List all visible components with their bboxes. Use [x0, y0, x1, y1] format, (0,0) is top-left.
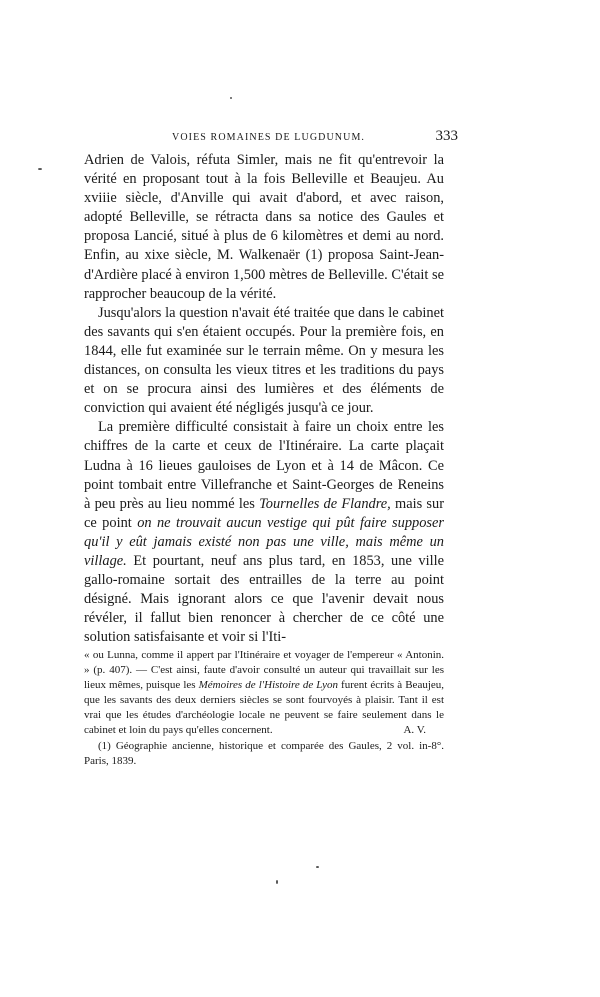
- paragraph-3-text-c: Et pourtant, neuf ans plus tard, en 1853, une ville gallo-romaine sortait des entrailles de la terre au point désigné. Mais ignorant alors ce que l'avenir devait nous révéler, il fallut bien renoncer à chercher de ce côté une solution satisfaisante et voir si l'Iti-: [84, 552, 444, 646]
- footnote-text-a: « ou Lunna, comme il appert par l'Itinéraire et voyager de l'empereur « Antonin. » (p. 407). — C'est ainsi, faute d'avoir consulté un auteur qui travaillait sur les lieux mêmes, puisque les: [84, 649, 444, 692]
- paragraph-1: Adrien de Valois, réfuta Simler, mais ne fit qu'entrevoir la vérité en proposant tout à la fois Belleville et Beaujeu. Au xviiie siècle, d'Anville qui avait d'abord, et avec raison, adopté Belleville, se rétracta dans sa notice des Gaules et proposa Lancié, situé à plus de 6 kilomètres et demi au nord. Enfin, au xixe siècle, M. Walkenaër (1) proposa Saint-Jean-d'Ardière placé à environ 1,500 mètres de Belleville. C'était se rapprocher beaucoup de la vérité.: [84, 152, 444, 302]
- paragraph-3-italic-place: Tournelles de Flandre,: [259, 495, 391, 512]
- running-title: VOIES ROMAINES DE LUGDUNUM.: [172, 132, 366, 143]
- paragraph-3-italic-quote: on ne trouvait aucun vestige qui pût faire supposer qu'il y eût jamais existé non pas une ville, mais même un village.: [84, 514, 444, 569]
- scan-speck: [38, 168, 42, 170]
- footnotes: [84, 648, 444, 769]
- footnote-italic-title: Mémoires de l'Histoire de Lyon: [198, 679, 338, 692]
- paragraph-3: [84, 418, 444, 647]
- scan-speck: [230, 97, 232, 99]
- footnote-signature: A. V.: [403, 724, 426, 737]
- footnote-text-b: furent écrits à Beaujeu, que les savants des deux derniers siècles se sont fourvoyés à plaisir. Tant il est vrai que les études d'archéologie locale ne peuvent se faire seulement dans le cabinet et loin du pays qu'elles concernent.: [84, 679, 445, 737]
- scan-speck: [316, 866, 319, 868]
- page-number: 333: [435, 128, 458, 144]
- main-text: [84, 151, 444, 647]
- paragraph-2: Jusqu'alors la question n'avait été traitée que dans le cabinet des savants qui s'en étaient occupés. Pour la première fois, en 1844, elle fut examinée sur le terrain même. On y mesura les distances, on consulta les vieux titres et les traditions du pays et on se procura ainsi des lumières et des éléments de conviction qui avaient été négligés jusqu'à ce jour.: [84, 304, 444, 417]
- scan-speck: [276, 880, 278, 884]
- paragraph-3-text-a: La première difficulté consistait à faire un choix entre les chiffres de la carte et ceux de l'Itinéraire. La carte plaçait Ludna à 16 lieues gauloises de Lyon et à 14 de Mâcon. Ce point tombait entre Villefranche et Saint-Georges de Reneins à peu près au lieu nommé les: [84, 419, 444, 512]
- footnote-continuation: [84, 648, 444, 739]
- footnote-1: (1) Géographie ancienne, historique et comparée des Gaules, 2 vol. in-8°. Paris, 1839.: [84, 739, 444, 767]
- paragraph-3-text-b: mais sur ce point: [84, 495, 445, 531]
- page-header: [128, 128, 458, 148]
